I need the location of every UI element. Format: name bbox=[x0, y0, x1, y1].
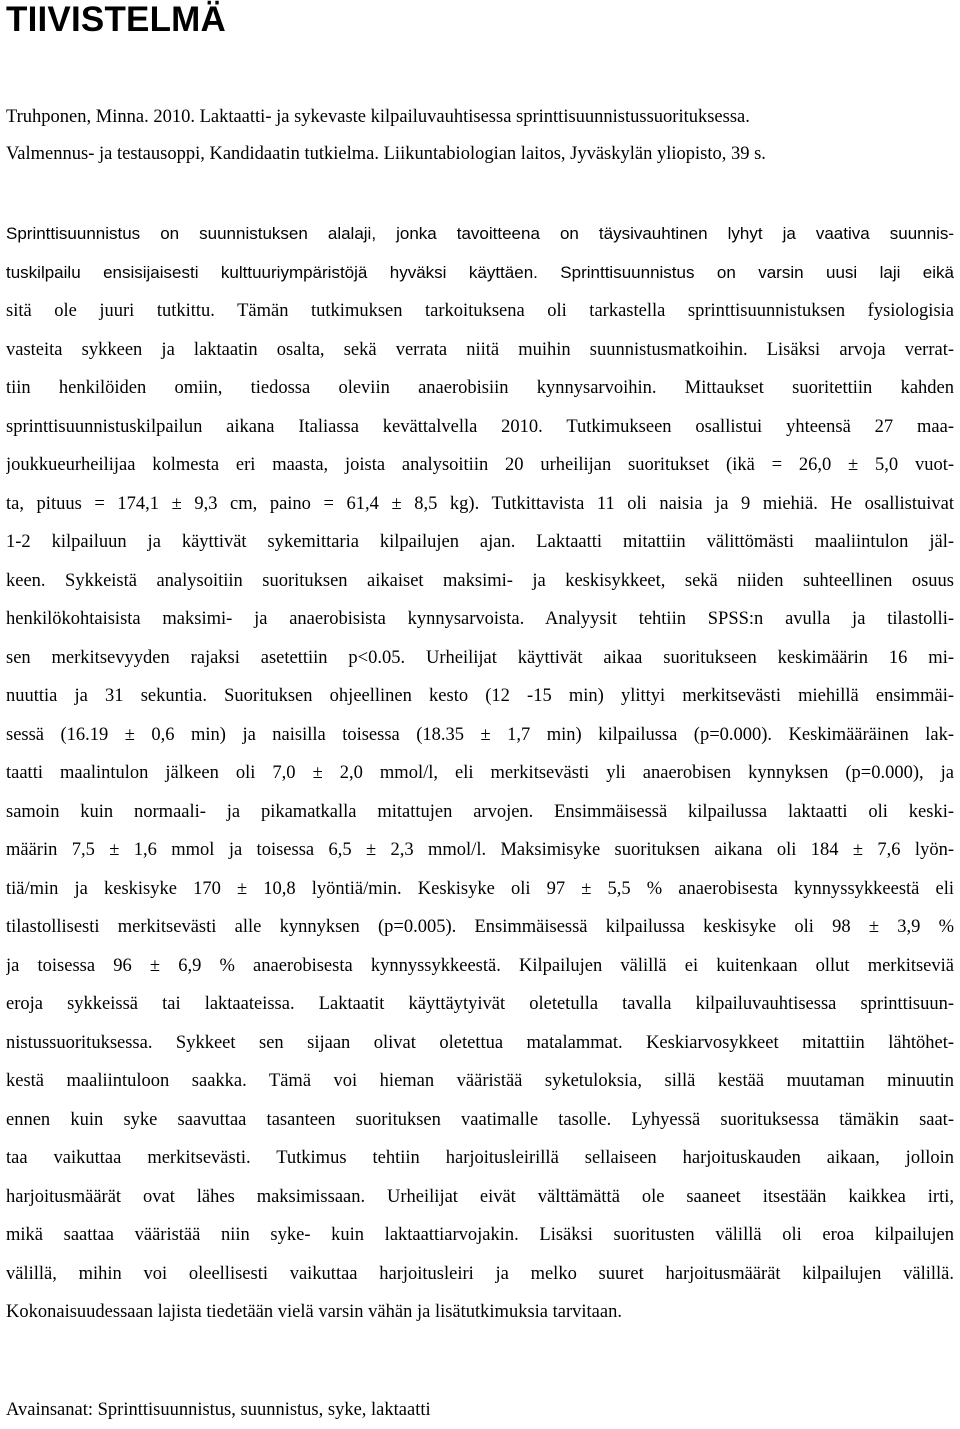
abstract-line: mikä saattaa vääristää niin syke- kuin laktaattiarvojakin. Lisäksi suoritusten välillä oli eroa kilpailujen bbox=[6, 1225, 954, 1245]
abstract-line: nuuttia ja 31 sekuntia. Suorituksen ohjeellinen kesto (12 -15 min) ylittyi merkitsevästi miehillä ensimmäi- bbox=[6, 686, 954, 706]
abstract-line: taa vaikuttaa merkitsevästi. Tutkimus tehtiin harjoitusleirillä sellaiseen harjoituskauden aikaan, jolloin bbox=[6, 1148, 954, 1168]
abstract-line: ta, pituus = 174,1 ± 9,3 cm, paino = 61,4 ± 8,5 kg). Tutkittavista 11 oli naisia ja 9 miehiä. He osallistuivat bbox=[6, 493, 954, 514]
citation-line: Valmennus- ja testausoppi, Kandidaatin tutkielma. Liikuntabiologian laitos, Jyväskylän yliopisto, 39 s. bbox=[6, 143, 766, 164]
abstract-line: henkilökohtaisista maksimi- ja anaerobisista kynnysarvoista. Analyysit tehtiin SPSS:n avulla ja tilastolli- bbox=[6, 609, 954, 629]
abstract-line: tiä/min ja keskisyke 170 ± 10,8 lyöntiä/min. Keskisyke oli 97 ± 5,5 % anaerobisesta kynnyssykkeestä eli bbox=[6, 878, 954, 899]
abstract-line: samoin kuin normaali- ja pikamatkalla mitattujen arvojen. Ensimmäisessä kilpailussa laktaatti oli keski- bbox=[6, 801, 954, 822]
abstract-line: tiin henkilöiden omiin, tiedossa oleviin anaerobisiin kynnysarvoihin. Mittaukset suoritettiin kahden bbox=[6, 378, 954, 398]
abstract-line: eroja sykkeissä tai laktaateissa. Laktaatit käyttäytyivät oletetulla tavalla kilpailuvauhtisessa sprinttisuun- bbox=[6, 994, 954, 1014]
abstract-line: sitä ole juuri tutkittu. Tämän tutkimuksen tarkoituksena oli tarkastella sprinttisuunnistuksen fysiologisia bbox=[6, 301, 954, 321]
abstract-line: vasteita sykkeen ja laktaatin osalta, sekä verrata niitä muihin suunnistusmatkoihin. Lisäksi arvoja verrat- bbox=[6, 339, 954, 360]
abstract-line: sessä (16.19 ± 0,6 min) ja naisilla toisessa (18.35 ± 1,7 min) kilpailussa (p=0.000). Keskimääräinen lak- bbox=[6, 724, 954, 745]
abstract-line: joukkueurheilijaa kolmesta eri maasta, joista analysoitiin 20 urheilijan suoritukset (ikä = 26,0 ± 5,0 vuot- bbox=[6, 455, 954, 475]
keywords: Avainsanat: Sprinttisuunnistus, suunnistus, syke, laktaatti bbox=[6, 1400, 431, 1420]
abstract-line: kestä maaliintuloon saakka. Tämä voi hieman vääristää syketuloksia, sillä kestää muutaman minuutin bbox=[6, 1071, 954, 1091]
abstract-line: Sprinttisuunnistus on suunnistuksen alalaji, jonka tavoitteena on täysivauhtinen lyhyt ja vaativa suunnis- bbox=[6, 224, 954, 243]
abstract-line: keen. Sykkeistä analysoitiin suorituksen aikaiset maksimi- ja keskisykkeet, sekä niiden suhteellinen osuus bbox=[6, 570, 954, 591]
abstract-line: sprinttisuunnistuskilpailun aikana Italiassa kevättalvella 2010. Tutkimukseen osallistui yhteensä 27 maa- bbox=[6, 416, 954, 437]
citation-line: Truhponen, Minna. 2010. Laktaatti- ja sykevaste kilpailuvauhtisessa sprinttisuunnistussuorituksessa. bbox=[6, 107, 750, 127]
abstract-line: ennen kuin syke saavuttaa tasanteen suorituksen vaatimalle tasolle. Lyhyessä suorituksessa tämäkin saat- bbox=[6, 1109, 954, 1130]
abstract-body bbox=[6, 215, 954, 1332]
abstract-line: tilastollisesti merkitsevästi alle kynnyksen (p=0.005). Ensimmäisessä kilpailussa keskisyke oli 98 ± 3,9 % bbox=[6, 917, 954, 937]
abstract-line: Kokonaisuudessaan lajista tiedetään vielä varsin vähän ja lisätutkimuksia tarvitaan. bbox=[6, 1302, 622, 1322]
page-title: TIIVISTELMÄ bbox=[6, 0, 226, 39]
abstract-line: taatti maalintulon jälkeen oli 7,0 ± 2,0 mmol/l, eli merkitsevästi yli anaerobisen kynnyksen (p=0.000), ja bbox=[6, 763, 954, 783]
abstract-line: harjoitusmäärät ovat lähes maksimissaan. Urheilijat eivät välttämättä ole saaneet itsestään kaikkea irti, bbox=[6, 1186, 954, 1207]
abstract-line: välillä, mihin voi oleellisesti vaikuttaa harjoitusleiri ja melko suuret harjoitusmäärät kilpailujen välillä. bbox=[6, 1263, 954, 1284]
abstract-line: tuskilpailu ensisijaisesti kulttuuriympäristöjä hyväksi käyttäen. Sprinttisuunnistus on varsin uusi laji eikä bbox=[6, 262, 954, 282]
abstract-line: 1-2 kilpailuun ja käyttivät sykemittaria kilpailujen ajan. Laktaatti mitattiin välittömästi maaliintulon jäl- bbox=[6, 532, 954, 552]
abstract-line: nistussuorituksessa. Sykkeet sen sijaan olivat oletettua matalammat. Keskiarvosykkeet mitattiin lähtöhet- bbox=[6, 1032, 954, 1053]
abstract-line: määrin 7,5 ± 1,6 mmol ja toisessa 6,5 ± 2,3 mmol/l. Maksimisyke suorituksen aikana oli 184 ± 7,6 lyön- bbox=[6, 840, 954, 860]
abstract-line: ja toisessa 96 ± 6,9 % anaerobisesta kynnyssykkeestä. Kilpailujen välillä ei kuitenkaan ollut merkitseviä bbox=[6, 955, 954, 976]
citation bbox=[6, 99, 954, 172]
abstract-line: sen merkitsevyyden rajaksi asetettiin p<0.05. Urheilijat käyttivät aikaa suoritukseen keskimäärin 16 mi- bbox=[6, 647, 954, 668]
